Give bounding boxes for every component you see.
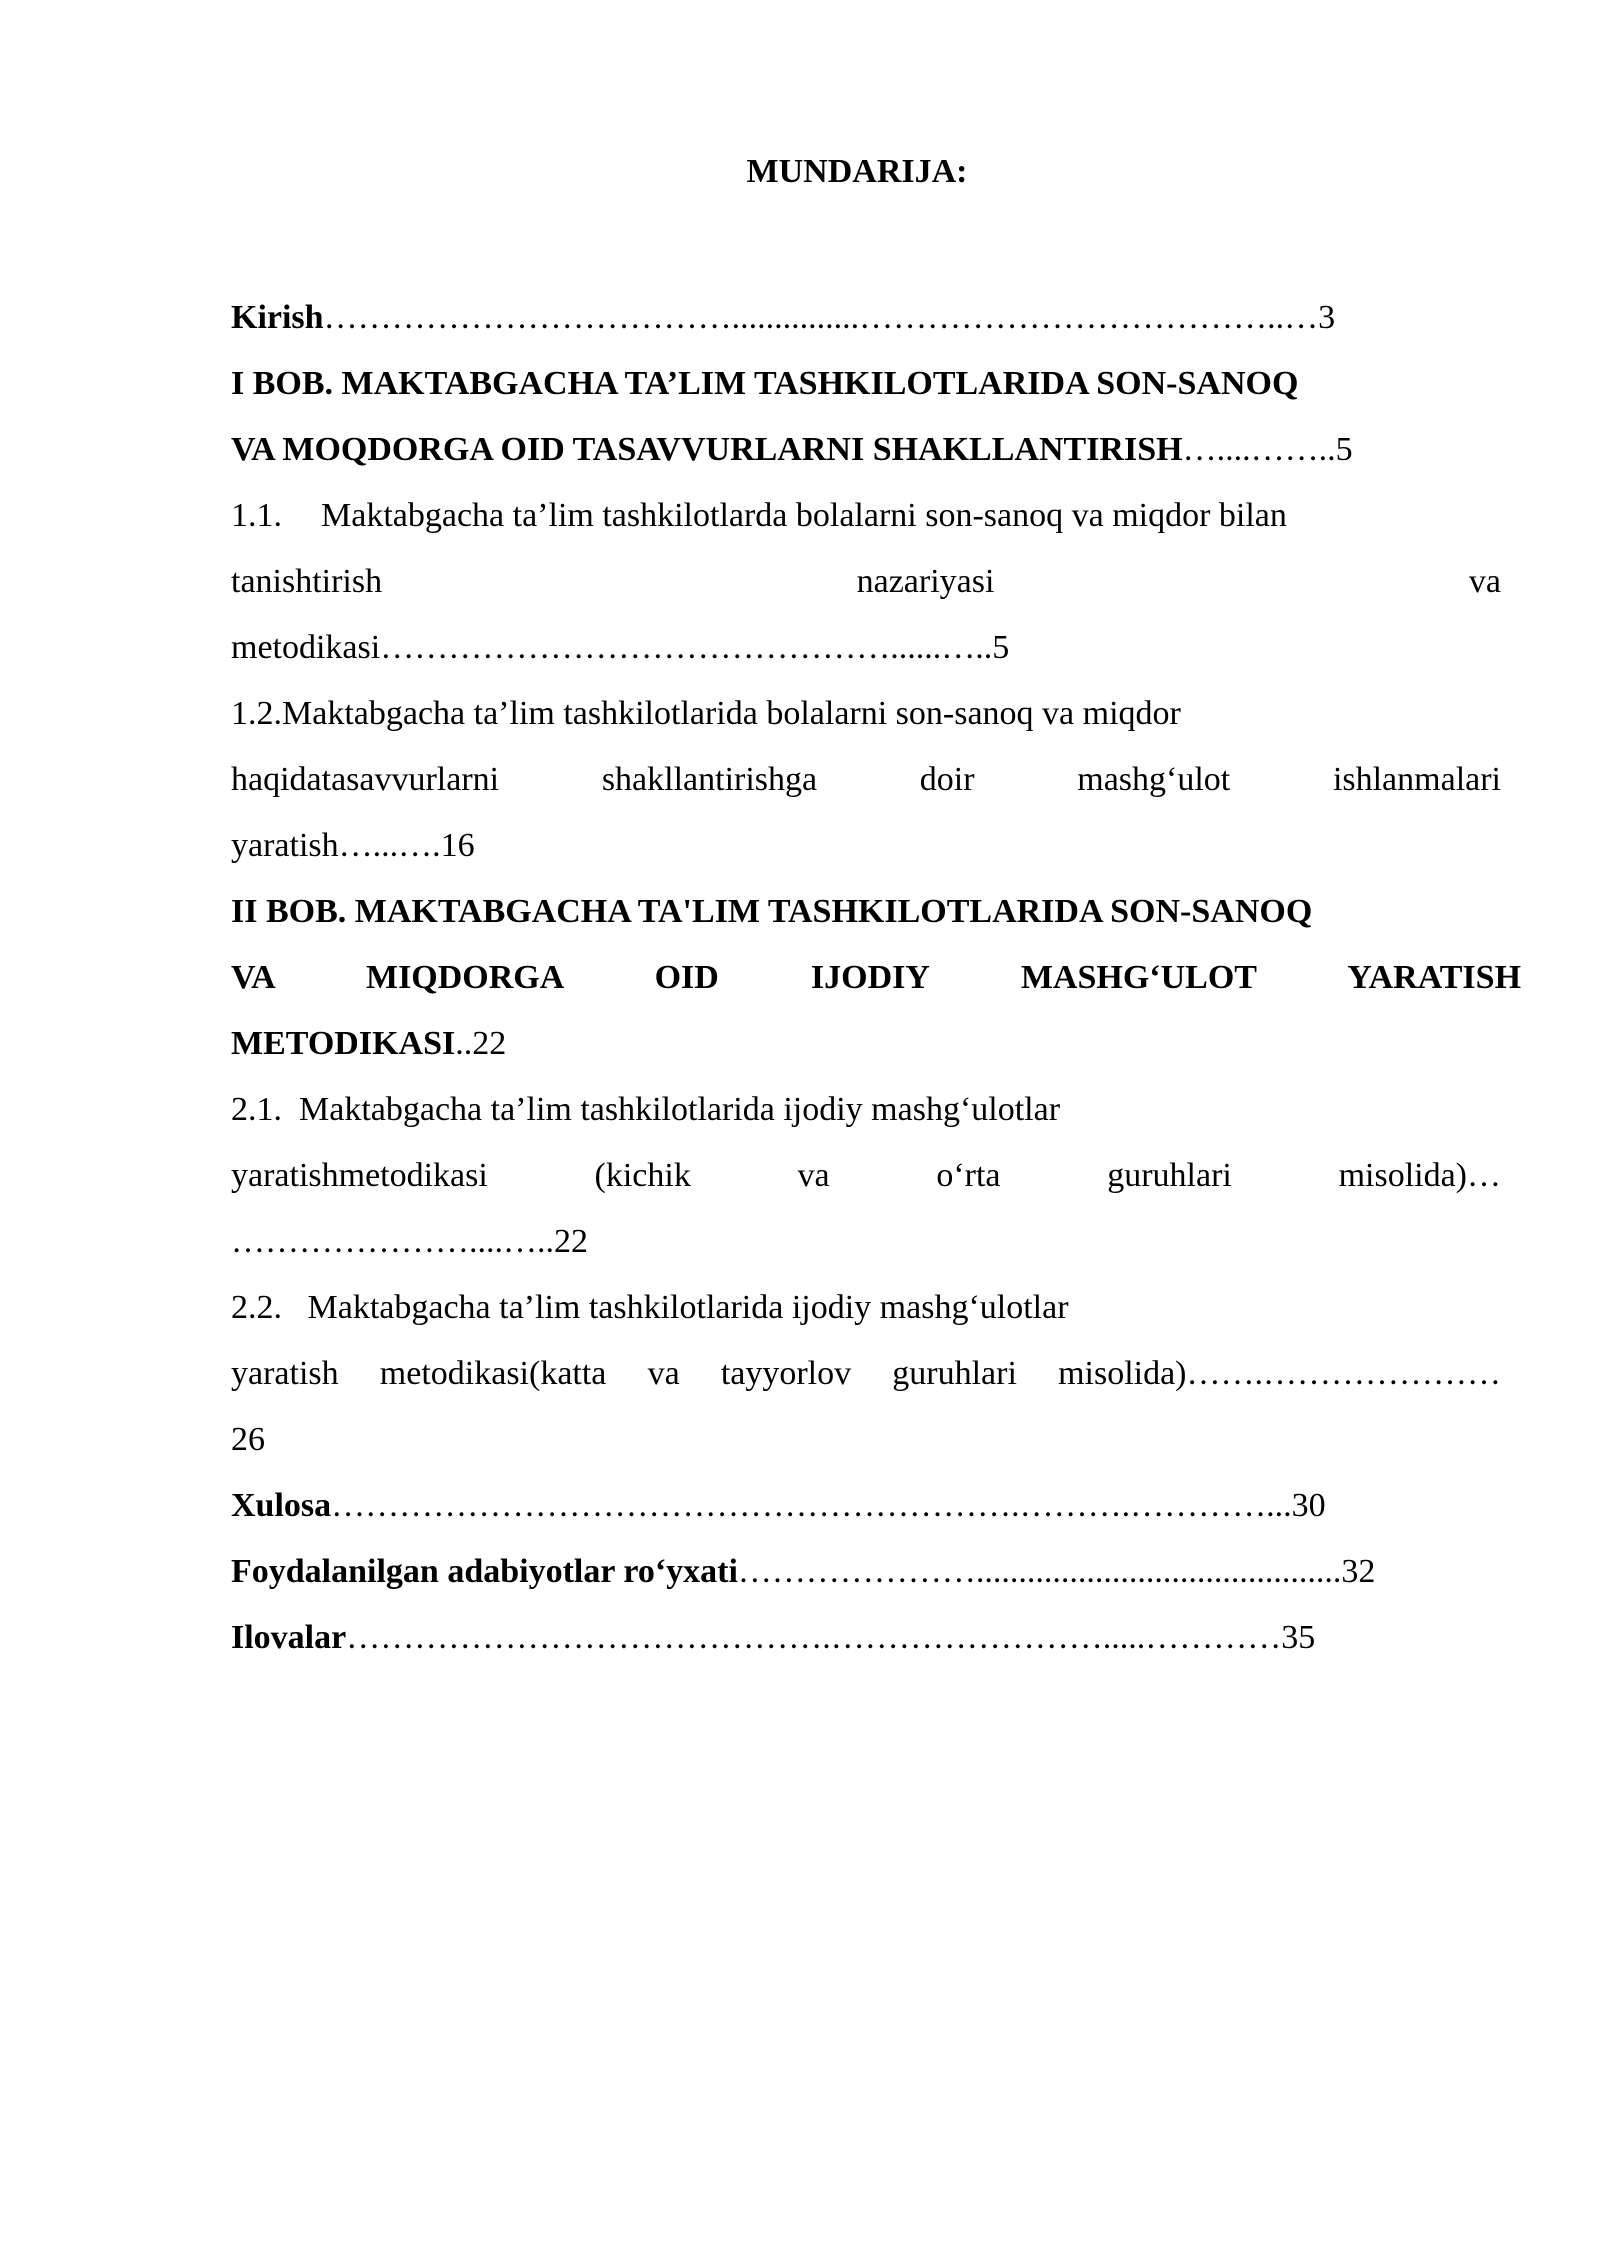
- toc-page-number: 32: [1341, 1553, 1376, 1590]
- toc-entry-kirish[interactable]: [231, 285, 1501, 351]
- toc-word: doir: [919, 761, 975, 798]
- toc-entry-appendices[interactable]: [231, 1605, 1501, 1671]
- toc-section-2-1-line-3[interactable]: [231, 1209, 1501, 1275]
- toc-page-number: 35: [1281, 1619, 1316, 1656]
- toc-leader-dots: …………………………………………………….……….…………...: [331, 1487, 1292, 1524]
- toc-entry-xulosa[interactable]: [231, 1473, 1501, 1539]
- toc-word: tanishtirish: [231, 563, 383, 600]
- toc-leader-dots: …....……..: [1182, 431, 1336, 468]
- toc-section-2-2-line-2[interactable]: [231, 1341, 1501, 1407]
- toc-word: yaratishmetodikasi: [231, 1157, 488, 1194]
- toc-word: mashg‘ulot: [1077, 761, 1231, 798]
- toc-section-1-1-line-3[interactable]: [231, 615, 1501, 681]
- toc-chapter-1-line-2[interactable]: [231, 417, 1501, 483]
- toc-entry-title: Foydalanilgan adabiyotlar ro‘yxati: [231, 1553, 738, 1590]
- toc-word: (kichik: [594, 1157, 691, 1194]
- toc-section-1-2-line-1[interactable]: 1.2.Maktabgacha ta’lim tashkilotlarida bolalarni son-sanoq va miqdor: [231, 695, 1181, 732]
- toc-word: va: [647, 1355, 680, 1392]
- toc-word: tayyorlov: [720, 1355, 852, 1392]
- toc-leader-dots: …………………....…..: [231, 1223, 554, 1260]
- toc-page-number: 26: [231, 1421, 265, 1458]
- toc-word: va: [797, 1157, 830, 1194]
- toc-section-2-1-line-2[interactable]: [231, 1143, 1501, 1209]
- toc-entry-references[interactable]: [231, 1539, 1501, 1605]
- toc-word: shakllantirishga: [601, 761, 818, 798]
- toc-page-number: 16: [440, 827, 475, 864]
- toc-word: misolida)…….…………………: [1058, 1355, 1502, 1392]
- toc-leader-dots: …...….: [338, 827, 441, 864]
- toc-chapter-1-line-1[interactable]: I BOB. MAKTABGACHA TA’LIM TASHKILOTLARIDA SON-SANOQ: [231, 365, 1299, 402]
- toc-section-1-1-line-2[interactable]: [231, 549, 1501, 615]
- toc-word: YARATISH: [1347, 959, 1522, 996]
- toc-section-2-2-line-3[interactable]: [231, 1407, 1501, 1473]
- toc-section-2-2-line-1[interactable]: 2.2. Maktabgacha ta’lim tashkilotlarida ijodiy mashg‘ulotlar: [231, 1289, 1069, 1326]
- toc-entry-title: Ilovalar: [231, 1619, 347, 1656]
- toc-chapter-2-line-2[interactable]: [231, 945, 1521, 1011]
- toc-page-number: 5: [992, 629, 1010, 666]
- toc-word: nazariyasi: [856, 563, 995, 600]
- toc-word: OID: [654, 959, 719, 996]
- toc-word: misolida)…: [1338, 1157, 1502, 1194]
- toc-entry-title: Maktabgacha ta’lim tashkilotlarda bolalarni son-sanoq va miqdor bilan: [321, 497, 1287, 534]
- table-of-contents: [231, 285, 1522, 1671]
- toc-word: IJODIY: [810, 959, 929, 996]
- toc-entry-title: metodikasi: [231, 629, 381, 666]
- toc-section-2-1-line-1[interactable]: 2.1. Maktabgacha ta’lim tashkilotlarida ijodiy mashg‘ulotlar: [231, 1091, 1061, 1128]
- toc-section-1-2-line-2[interactable]: [231, 747, 1501, 813]
- toc-entry-title: METODIKASI: [231, 1025, 456, 1062]
- toc-page-number: 22: [554, 1223, 588, 1260]
- toc-chapter-2-line-1[interactable]: II BOB. MAKTABGACHA TA'LIM TASHKILOTLARIDA SON-SANOQ: [231, 893, 1313, 930]
- toc-word: va: [1468, 563, 1502, 600]
- toc-page-number: 22: [472, 1025, 507, 1062]
- toc-entry-title: yaratish: [231, 827, 339, 864]
- toc-page-number: 3: [1318, 299, 1336, 336]
- toc-leader-dots: ………………………………...............………………………………..…: [323, 299, 1319, 336]
- toc-word: yaratish: [231, 1355, 339, 1392]
- toc-section-1-1-line-1[interactable]: [231, 483, 1501, 549]
- toc-page-number: 5: [1335, 431, 1353, 468]
- toc-word: MIQDORGA: [365, 959, 563, 996]
- toc-leader-dots: …………………...........................................: [737, 1553, 1342, 1590]
- toc-section-1-2-line-3[interactable]: [231, 813, 1501, 879]
- toc-leader-dots: …………………………………….…………………….....…………: [346, 1619, 1282, 1656]
- toc-word: MASHG‘ULOT: [1020, 959, 1257, 996]
- toc-entry-title: VA MOQDORGA OID TASAVVURLARNI SHAKLLANTIRISH: [231, 431, 1183, 468]
- toc-entry-title: Kirish: [231, 299, 324, 336]
- toc-word: guruhlari: [892, 1355, 1017, 1392]
- toc-word: haqidatasavvurlarni: [231, 761, 500, 798]
- toc-word: VA: [231, 959, 274, 996]
- toc-word: ishlanmalari: [1332, 761, 1501, 798]
- toc-entry-title: Xulosa: [231, 1487, 332, 1524]
- toc-leader-dots: ………………………………………......…..: [380, 629, 993, 666]
- section-number: 1.1.: [231, 497, 282, 534]
- toc-word: guruhlari: [1107, 1157, 1232, 1194]
- toc-page-number: 30: [1291, 1487, 1326, 1524]
- toc-leader-dots: ..: [455, 1025, 473, 1062]
- toc-chapter-2-line-3[interactable]: [231, 1011, 1501, 1077]
- toc-word: metodikasi(katta: [379, 1355, 607, 1392]
- toc-word: o‘rta: [936, 1157, 1001, 1194]
- page-title: MUNDARIJA:: [746, 153, 968, 190]
